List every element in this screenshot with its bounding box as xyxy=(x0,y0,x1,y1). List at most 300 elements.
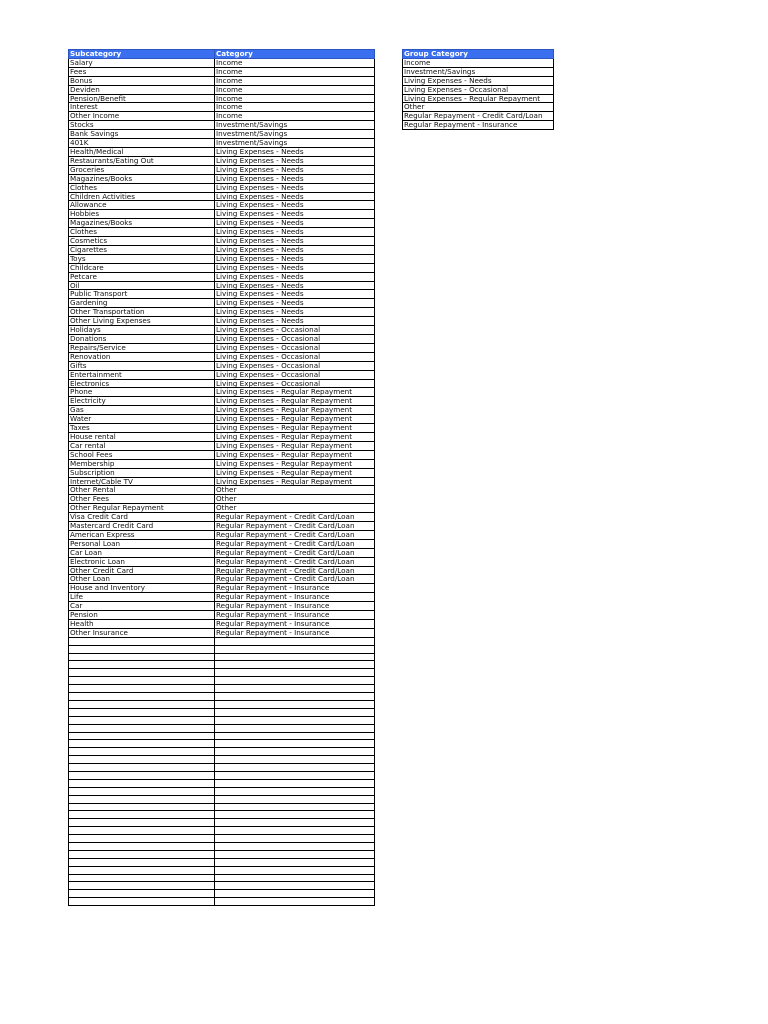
category-cell[interactable]: Living Expenses - Needs xyxy=(215,147,375,156)
empty-subcategory-cell[interactable] xyxy=(69,693,215,701)
subcategory-cell[interactable]: Other Loan xyxy=(69,575,215,584)
category-cell[interactable]: Living Expenses - Needs xyxy=(215,290,375,299)
empty-row xyxy=(69,637,375,645)
subcategory-cell[interactable]: Subscription xyxy=(69,468,215,477)
empty-subcategory-cell[interactable] xyxy=(69,685,215,693)
category-cell[interactable]: Income xyxy=(215,94,375,103)
category-cell[interactable]: Regular Repayment - Insurance xyxy=(215,611,375,620)
empty-category-cell[interactable] xyxy=(215,661,375,669)
subcategory-cell[interactable]: Water xyxy=(69,415,215,424)
group-category-cell[interactable]: Other xyxy=(403,103,554,112)
subcategory-cell[interactable]: Deviden xyxy=(69,85,215,94)
table-row xyxy=(69,290,375,299)
category-cell[interactable]: Living Expenses - Needs xyxy=(215,210,375,219)
subcategory-cell[interactable]: Groceries xyxy=(69,165,215,174)
empty-category-cell[interactable] xyxy=(215,866,375,874)
subcategory-cell[interactable]: Visa Credit Card xyxy=(69,513,215,522)
empty-row xyxy=(69,764,375,772)
table-row xyxy=(69,522,375,531)
empty-subcategory-cell[interactable] xyxy=(69,835,215,843)
subcategory-cell[interactable]: Health/Medical xyxy=(69,147,215,156)
empty-subcategory-cell[interactable] xyxy=(69,771,215,779)
subcategory-cell[interactable]: Phone xyxy=(69,388,215,397)
empty-category-cell[interactable] xyxy=(215,700,375,708)
subcategory-cell[interactable]: Other Credit Card xyxy=(69,566,215,575)
subcategory-cell[interactable]: Mastercard Credit Card xyxy=(69,522,215,531)
empty-category-cell[interactable] xyxy=(215,803,375,811)
subcategory-cell[interactable]: Cigarettes xyxy=(69,245,215,254)
group-category-header[interactable]: Group Category xyxy=(403,50,554,59)
table-row xyxy=(69,450,375,459)
category-header[interactable]: Category xyxy=(215,50,375,59)
category-cell[interactable]: Regular Repayment - Credit Card/Loan xyxy=(215,522,375,531)
category-cell[interactable]: Living Expenses - Regular Repayment xyxy=(215,450,375,459)
category-cell[interactable]: Regular Repayment - Insurance xyxy=(215,584,375,593)
category-cell[interactable]: Regular Repayment - Credit Card/Loan xyxy=(215,513,375,522)
subcategory-cell[interactable]: Childcare xyxy=(69,263,215,272)
empty-category-cell[interactable] xyxy=(215,748,375,756)
empty-row xyxy=(69,653,375,661)
category-cell[interactable]: Living Expenses - Regular Repayment xyxy=(215,459,375,468)
table-row xyxy=(403,85,554,94)
empty-row xyxy=(69,779,375,787)
group-category-cell[interactable]: Income xyxy=(403,58,554,67)
table-row xyxy=(69,165,375,174)
empty-category-cell[interactable] xyxy=(215,716,375,724)
group-category-cell[interactable]: Investment/Savings xyxy=(403,67,554,76)
table-row xyxy=(69,58,375,67)
subcategory-cell[interactable]: Car rental xyxy=(69,441,215,450)
category-cell[interactable]: Income xyxy=(215,85,375,94)
empty-row xyxy=(69,693,375,701)
empty-category-cell[interactable] xyxy=(215,637,375,645)
empty-subcategory-cell[interactable] xyxy=(69,882,215,890)
empty-row xyxy=(69,724,375,732)
empty-category-cell[interactable] xyxy=(215,882,375,890)
group-category-cell[interactable]: Regular Repayment - Credit Card/Loan xyxy=(403,112,554,121)
subcategory-cell[interactable]: Hobbies xyxy=(69,210,215,219)
empty-category-cell[interactable] xyxy=(215,779,375,787)
table-row xyxy=(69,299,375,308)
empty-subcategory-cell[interactable] xyxy=(69,653,215,661)
empty-row xyxy=(69,645,375,653)
empty-subcategory-cell[interactable] xyxy=(69,795,215,803)
table-row xyxy=(69,237,375,246)
empty-row xyxy=(69,677,375,685)
group-category-table xyxy=(402,49,554,130)
table-row xyxy=(69,441,375,450)
table-row xyxy=(69,245,375,254)
category-cell[interactable]: Income xyxy=(215,67,375,76)
subcategory-cell[interactable]: Clothes xyxy=(69,228,215,237)
subcategory-cell[interactable]: Toys xyxy=(69,254,215,263)
empty-category-cell[interactable] xyxy=(215,740,375,748)
subcategory-cell[interactable]: Entertainment xyxy=(69,370,215,379)
header-row xyxy=(69,50,375,59)
empty-category-cell[interactable] xyxy=(215,835,375,843)
subcategory-cell[interactable]: Other Regular Repayment xyxy=(69,504,215,513)
table-row xyxy=(69,112,375,121)
empty-subcategory-cell[interactable] xyxy=(69,827,215,835)
subcategory-cell[interactable]: House and Inventory xyxy=(69,584,215,593)
empty-category-cell[interactable] xyxy=(215,685,375,693)
subcategory-cell[interactable]: Personal Loan xyxy=(69,539,215,548)
subcategory-cell[interactable]: Bonus xyxy=(69,76,215,85)
empty-subcategory-cell[interactable] xyxy=(69,740,215,748)
group-category-cell[interactable]: Living Expenses - Occasional xyxy=(403,85,554,94)
table-row xyxy=(69,103,375,112)
table-row xyxy=(69,85,375,94)
empty-category-cell[interactable] xyxy=(215,708,375,716)
category-cell[interactable]: Living Expenses - Needs xyxy=(215,245,375,254)
group-category-table-body xyxy=(403,58,554,129)
table-row xyxy=(69,379,375,388)
empty-category-cell[interactable] xyxy=(215,677,375,685)
empty-subcategory-cell[interactable] xyxy=(69,764,215,772)
table-row xyxy=(403,58,554,67)
empty-row xyxy=(69,803,375,811)
category-cell[interactable]: Income xyxy=(215,76,375,85)
table-row xyxy=(69,459,375,468)
subcategory-table xyxy=(68,49,375,906)
subcategory-cell[interactable]: Stocks xyxy=(69,121,215,130)
group-category-cell[interactable]: Regular Repayment - Insurance xyxy=(403,121,554,130)
category-cell[interactable]: Living Expenses - Regular Repayment xyxy=(215,424,375,433)
category-cell[interactable]: Living Expenses - Occasional xyxy=(215,352,375,361)
subcategory-cell[interactable]: Cosmetics xyxy=(69,237,215,246)
table-row xyxy=(69,272,375,281)
table-row xyxy=(69,584,375,593)
subcategory-cell[interactable]: Other Insurance xyxy=(69,628,215,637)
empty-row xyxy=(69,890,375,898)
empty-subcategory-cell[interactable] xyxy=(69,756,215,764)
table-row xyxy=(69,76,375,85)
empty-subcategory-cell[interactable] xyxy=(69,716,215,724)
empty-row xyxy=(69,716,375,724)
empty-category-cell[interactable] xyxy=(215,653,375,661)
subcategory-cell[interactable]: Renovation xyxy=(69,352,215,361)
empty-category-cell[interactable] xyxy=(215,874,375,882)
table-row xyxy=(69,139,375,148)
table-row xyxy=(69,156,375,165)
category-cell[interactable]: Living Expenses - Needs xyxy=(215,254,375,263)
subcategory-cell[interactable]: School Fees xyxy=(69,450,215,459)
subcategory-cell[interactable]: Other Living Expenses xyxy=(69,317,215,326)
empty-subcategory-cell[interactable] xyxy=(69,842,215,850)
header-row xyxy=(403,50,554,59)
table-row xyxy=(69,201,375,210)
empty-subcategory-cell[interactable] xyxy=(69,811,215,819)
category-cell[interactable]: Income xyxy=(215,58,375,67)
empty-category-cell[interactable] xyxy=(215,764,375,772)
category-cell[interactable]: Living Expenses - Needs xyxy=(215,299,375,308)
table-row xyxy=(69,219,375,228)
subcategory-cell[interactable]: Holidays xyxy=(69,326,215,335)
category-cell[interactable]: Regular Repayment - Insurance xyxy=(215,620,375,629)
category-cell[interactable]: Living Expenses - Occasional xyxy=(215,326,375,335)
category-cell[interactable]: Living Expenses - Needs xyxy=(215,192,375,201)
empty-category-cell[interactable] xyxy=(215,724,375,732)
category-cell[interactable]: Investment/Savings xyxy=(215,130,375,139)
table-row xyxy=(69,388,375,397)
table-row xyxy=(403,112,554,121)
group-category-cell[interactable]: Living Expenses - Needs xyxy=(403,76,554,85)
subcategory-cell[interactable]: Gardening xyxy=(69,299,215,308)
subcategory-cell[interactable]: Electricity xyxy=(69,397,215,406)
empty-row xyxy=(69,669,375,677)
category-cell[interactable]: Regular Repayment - Credit Card/Loan xyxy=(215,539,375,548)
category-cell[interactable]: Living Expenses - Needs xyxy=(215,201,375,210)
empty-category-cell[interactable] xyxy=(215,732,375,740)
empty-subcategory-cell[interactable] xyxy=(69,866,215,874)
table-row xyxy=(403,67,554,76)
empty-row xyxy=(69,866,375,874)
table-row xyxy=(69,504,375,513)
table-row xyxy=(69,424,375,433)
table-row xyxy=(69,317,375,326)
empty-subcategory-cell[interactable] xyxy=(69,724,215,732)
category-cell[interactable]: Living Expenses - Needs xyxy=(215,281,375,290)
empty-row xyxy=(69,771,375,779)
category-cell[interactable]: Living Expenses - Regular Repayment xyxy=(215,388,375,397)
table-row xyxy=(69,308,375,317)
table-row xyxy=(69,147,375,156)
subcategory-cell[interactable]: Interest xyxy=(69,103,215,112)
category-cell[interactable]: Regular Repayment - Insurance xyxy=(215,628,375,637)
empty-row xyxy=(69,740,375,748)
empty-category-cell[interactable] xyxy=(215,819,375,827)
category-cell[interactable]: Living Expenses - Regular Repayment xyxy=(215,468,375,477)
empty-row xyxy=(69,795,375,803)
table-row xyxy=(69,121,375,130)
table-row xyxy=(69,281,375,290)
category-cell[interactable]: Living Expenses - Needs xyxy=(215,165,375,174)
empty-row xyxy=(69,874,375,882)
category-cell[interactable]: Living Expenses - Occasional xyxy=(215,343,375,352)
subcategory-cell[interactable]: Salary xyxy=(69,58,215,67)
empty-category-cell[interactable] xyxy=(215,787,375,795)
subcategory-cell[interactable]: Gas xyxy=(69,406,215,415)
category-cell[interactable]: Living Expenses - Regular Repayment xyxy=(215,441,375,450)
subcategory-cell[interactable]: Car xyxy=(69,602,215,611)
empty-row xyxy=(69,827,375,835)
subcategory-cell[interactable]: Restaurants/Eating Out xyxy=(69,156,215,165)
category-cell[interactable]: Other xyxy=(215,495,375,504)
table-row xyxy=(69,397,375,406)
category-cell[interactable]: Living Expenses - Needs xyxy=(215,228,375,237)
category-cell[interactable]: Regular Repayment - Credit Card/Loan xyxy=(215,530,375,539)
empty-category-cell[interactable] xyxy=(215,858,375,866)
subcategory-cell[interactable]: Other Fees xyxy=(69,495,215,504)
subcategory-cell[interactable]: Gifts xyxy=(69,361,215,370)
category-cell[interactable]: Living Expenses - Needs xyxy=(215,237,375,246)
empty-subcategory-cell[interactable] xyxy=(69,898,215,906)
category-cell[interactable]: Living Expenses - Needs xyxy=(215,308,375,317)
table-row xyxy=(403,103,554,112)
table-row xyxy=(69,628,375,637)
category-cell[interactable]: Other xyxy=(215,486,375,495)
empty-category-cell[interactable] xyxy=(215,771,375,779)
category-cell[interactable]: Living Expenses - Occasional xyxy=(215,361,375,370)
empty-row xyxy=(69,708,375,716)
subcategory-cell[interactable]: Magazines/Books xyxy=(69,219,215,228)
category-cell[interactable]: Living Expenses - Needs xyxy=(215,317,375,326)
subcategory-cell[interactable]: Car Loan xyxy=(69,548,215,557)
table-row xyxy=(69,361,375,370)
empty-subcategory-cell[interactable] xyxy=(69,858,215,866)
table-row xyxy=(69,539,375,548)
table-row xyxy=(69,228,375,237)
empty-category-cell[interactable] xyxy=(215,827,375,835)
subcategory-cell[interactable]: Membership xyxy=(69,459,215,468)
empty-row xyxy=(69,661,375,669)
subcategory-cell[interactable]: Bank Savings xyxy=(69,130,215,139)
empty-row xyxy=(69,819,375,827)
subcategory-cell[interactable]: Allowance xyxy=(69,201,215,210)
table-row xyxy=(403,76,554,85)
empty-row xyxy=(69,835,375,843)
empty-row xyxy=(69,732,375,740)
table-row xyxy=(69,192,375,201)
category-cell[interactable]: Regular Repayment - Credit Card/Loan xyxy=(215,548,375,557)
table-row xyxy=(403,121,554,130)
empty-subcategory-cell[interactable] xyxy=(69,645,215,653)
empty-category-cell[interactable] xyxy=(215,693,375,701)
category-cell[interactable]: Living Expenses - Regular Repayment xyxy=(215,406,375,415)
category-cell[interactable]: Living Expenses - Needs xyxy=(215,272,375,281)
table-row xyxy=(69,352,375,361)
category-cell[interactable]: Regular Repayment - Credit Card/Loan xyxy=(215,566,375,575)
empty-row xyxy=(69,842,375,850)
table-row xyxy=(69,254,375,263)
empty-subcategory-cell[interactable] xyxy=(69,748,215,756)
subcategory-cell[interactable]: Pension/Benefit xyxy=(69,94,215,103)
category-cell[interactable]: Living Expenses - Needs xyxy=(215,219,375,228)
empty-category-cell[interactable] xyxy=(215,890,375,898)
subcategory-cell[interactable]: Taxes xyxy=(69,424,215,433)
subcategory-cell[interactable]: American Express xyxy=(69,530,215,539)
empty-subcategory-cell[interactable] xyxy=(69,677,215,685)
empty-subcategory-cell[interactable] xyxy=(69,803,215,811)
table-row xyxy=(403,94,554,103)
table-row xyxy=(69,174,375,183)
category-cell[interactable]: Living Expenses - Needs xyxy=(215,183,375,192)
category-cell[interactable]: Other xyxy=(215,504,375,513)
empty-category-cell[interactable] xyxy=(215,842,375,850)
group-category-cell[interactable]: Living Expenses - Regular Repayment xyxy=(403,94,554,103)
table-row xyxy=(69,468,375,477)
subcategory-cell[interactable]: Petcare xyxy=(69,272,215,281)
category-cell[interactable]: Income xyxy=(215,112,375,121)
subcategory-cell[interactable]: Clothes xyxy=(69,183,215,192)
empty-subcategory-cell[interactable] xyxy=(69,890,215,898)
category-cell[interactable]: Regular Repayment - Credit Card/Loan xyxy=(215,575,375,584)
category-cell[interactable]: Living Expenses - Needs xyxy=(215,156,375,165)
table-row xyxy=(69,611,375,620)
table-row xyxy=(69,530,375,539)
category-cell[interactable]: Living Expenses - Occasional xyxy=(215,335,375,344)
subcategory-cell[interactable]: Life xyxy=(69,593,215,602)
subcategory-cell[interactable]: Repairs/Service xyxy=(69,343,215,352)
empty-subcategory-cell[interactable] xyxy=(69,787,215,795)
subcategory-cell[interactable]: Other Rental xyxy=(69,486,215,495)
subcategory-cell[interactable]: Pension xyxy=(69,611,215,620)
empty-row xyxy=(69,882,375,890)
table-row xyxy=(69,67,375,76)
empty-subcategory-cell[interactable] xyxy=(69,700,215,708)
table-row xyxy=(69,486,375,495)
empty-row xyxy=(69,700,375,708)
empty-subcategory-cell[interactable] xyxy=(69,669,215,677)
subcategory-cell[interactable]: Donations xyxy=(69,335,215,344)
empty-category-cell[interactable] xyxy=(215,756,375,764)
subcategory-cell[interactable]: Fees xyxy=(69,67,215,76)
table-row xyxy=(69,477,375,486)
empty-subcategory-cell[interactable] xyxy=(69,708,215,716)
category-cell[interactable]: Living Expenses - Occasional xyxy=(215,370,375,379)
category-cell[interactable]: Living Expenses - Regular Repayment xyxy=(215,397,375,406)
category-cell[interactable]: Regular Repayment - Credit Card/Loan xyxy=(215,557,375,566)
category-cell[interactable]: Investment/Savings xyxy=(215,139,375,148)
empty-category-cell[interactable] xyxy=(215,795,375,803)
category-cell[interactable]: Regular Repayment - Insurance xyxy=(215,593,375,602)
category-cell[interactable]: Investment/Savings xyxy=(215,121,375,130)
subcategory-cell[interactable]: Children Activities xyxy=(69,192,215,201)
category-cell[interactable]: Living Expenses - Regular Repayment xyxy=(215,415,375,424)
subcategory-header[interactable]: Subcategory xyxy=(69,50,215,59)
empty-subcategory-cell[interactable] xyxy=(69,732,215,740)
empty-subcategory-cell[interactable] xyxy=(69,637,215,645)
subcategory-cell[interactable]: Health xyxy=(69,620,215,629)
subcategory-cell[interactable]: Magazines/Books xyxy=(69,174,215,183)
table-row xyxy=(69,94,375,103)
category-cell[interactable]: Living Expenses - Needs xyxy=(215,263,375,272)
empty-category-cell[interactable] xyxy=(215,850,375,858)
category-cell[interactable]: Living Expenses - Regular Repayment xyxy=(215,432,375,441)
table-row xyxy=(69,335,375,344)
subcategory-cell[interactable]: 401K xyxy=(69,139,215,148)
empty-subcategory-cell[interactable] xyxy=(69,874,215,882)
category-cell[interactable]: Regular Repayment - Insurance xyxy=(215,602,375,611)
category-cell[interactable]: Living Expenses - Occasional xyxy=(215,379,375,388)
empty-subcategory-cell[interactable] xyxy=(69,850,215,858)
subcategory-cell[interactable]: Public Transport xyxy=(69,290,215,299)
empty-subcategory-cell[interactable] xyxy=(69,779,215,787)
subcategory-cell[interactable]: Oil xyxy=(69,281,215,290)
subcategory-cell[interactable]: Electronic Loan xyxy=(69,557,215,566)
empty-category-cell[interactable] xyxy=(215,645,375,653)
subcategory-table-body xyxy=(69,58,375,905)
subcategory-cell[interactable]: Other Income xyxy=(69,112,215,121)
category-cell[interactable]: Living Expenses - Regular Repayment xyxy=(215,477,375,486)
category-cell[interactable]: Living Expenses - Needs xyxy=(215,174,375,183)
empty-category-cell[interactable] xyxy=(215,811,375,819)
table-row xyxy=(69,343,375,352)
empty-row xyxy=(69,748,375,756)
empty-category-cell[interactable] xyxy=(215,898,375,906)
subcategory-cell[interactable]: Electronics xyxy=(69,379,215,388)
empty-category-cell[interactable] xyxy=(215,669,375,677)
subcategory-cell[interactable]: Other Transportation xyxy=(69,308,215,317)
empty-subcategory-cell[interactable] xyxy=(69,661,215,669)
empty-subcategory-cell[interactable] xyxy=(69,819,215,827)
category-cell[interactable]: Income xyxy=(215,103,375,112)
empty-row xyxy=(69,787,375,795)
table-row xyxy=(69,575,375,584)
subcategory-cell[interactable]: Internet/Cable TV xyxy=(69,477,215,486)
table-row xyxy=(69,557,375,566)
subcategory-cell[interactable]: House rental xyxy=(69,432,215,441)
